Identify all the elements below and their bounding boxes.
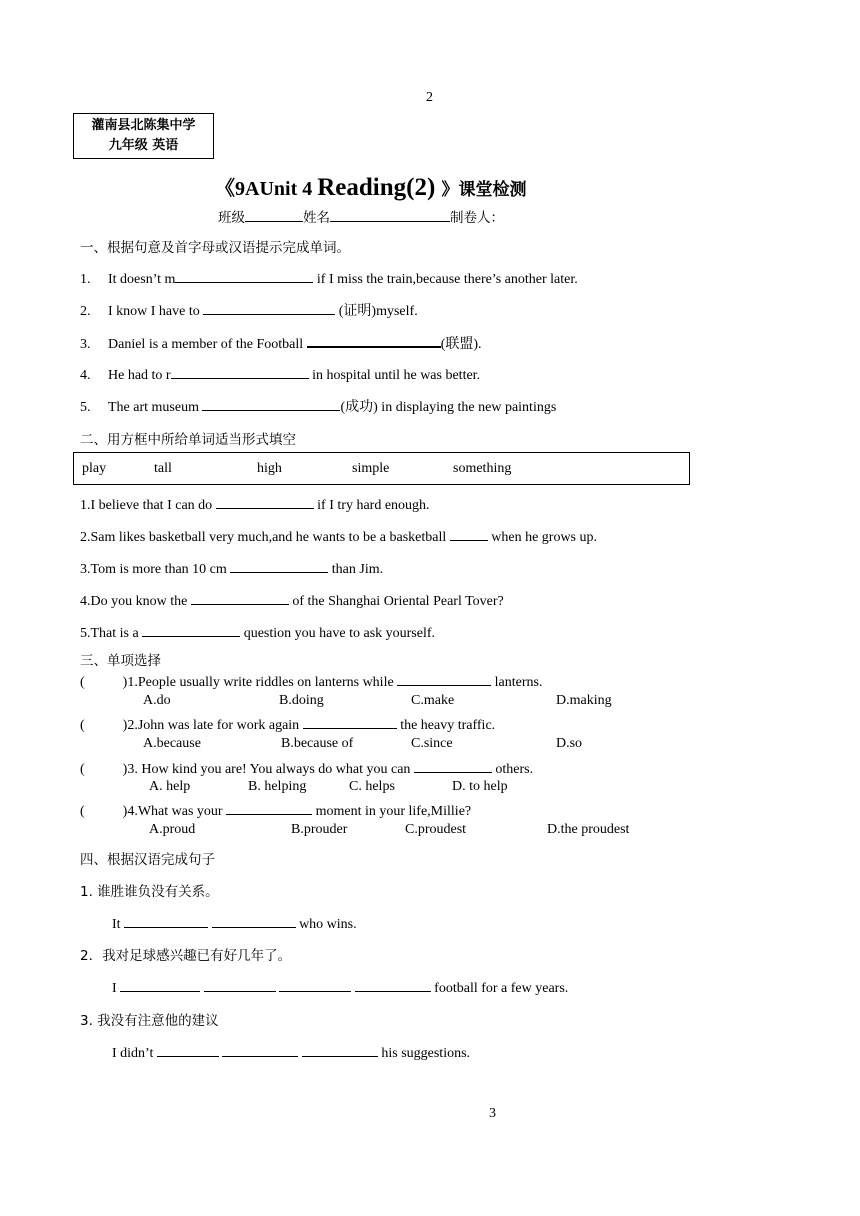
name-blank[interactable] bbox=[330, 207, 450, 222]
word-play: play bbox=[82, 461, 107, 476]
word-simple: simple bbox=[352, 461, 390, 476]
s3-q1-stem: ( )1.People usually write riddles on lanterns while lanterns. bbox=[80, 671, 543, 691]
page-number-bottom: 3 bbox=[489, 1106, 496, 1121]
s2-item-2: 2.Sam likes basketball very much,and he wants to be a basketball when he grows up. bbox=[80, 526, 597, 546]
s4-blank-2d[interactable] bbox=[355, 977, 431, 992]
word-box bbox=[73, 452, 690, 485]
s3-q3-option-b[interactable]: B. helping bbox=[248, 779, 307, 794]
title-reading: Reading(2) bbox=[317, 174, 442, 201]
s1-item-2: 2. I know I have to (证明)myself. bbox=[80, 300, 418, 320]
section3-heading: 三、单项选择 bbox=[80, 653, 161, 669]
s4-blank-2b[interactable] bbox=[204, 977, 276, 992]
s4-blank-3a[interactable] bbox=[157, 1042, 219, 1057]
s3-q1-option-d[interactable]: D.making bbox=[556, 693, 612, 708]
s2-item-4: 4.Do you know the of the Shanghai Oriental Pearl Tover? bbox=[80, 590, 504, 610]
s4-item-2-cn: 2．我对足球感兴趣已有好几年了。 bbox=[80, 948, 292, 964]
title-unit: 9AUnit 4 bbox=[235, 178, 318, 200]
maker-label: 制卷人： bbox=[450, 210, 504, 226]
s3-q1-option-a[interactable]: A.do bbox=[143, 693, 171, 708]
s3-q4-option-c[interactable]: C.proudest bbox=[405, 822, 467, 837]
s4-item-2-en: I football for a few years. bbox=[112, 977, 568, 997]
s3-q4-option-a[interactable]: A.proud bbox=[149, 822, 196, 837]
s1-blank-4[interactable] bbox=[171, 364, 309, 379]
s3-q1-option-b[interactable]: B.doing bbox=[279, 693, 324, 708]
s3-q3-stem: ( )3. How kind you are! You always do what you can others. bbox=[80, 758, 533, 778]
s3-q3-option-c[interactable]: C. helps bbox=[349, 779, 395, 794]
s1-item-5: 5. The art museum (成功) in displaying the new paintings bbox=[80, 396, 556, 416]
word-something: something bbox=[453, 461, 512, 476]
s3-blank-2[interactable] bbox=[303, 714, 397, 729]
s3-q3-option-a[interactable]: A. help bbox=[149, 779, 191, 794]
s3-blank-3[interactable] bbox=[414, 758, 492, 773]
s3-blank-4[interactable] bbox=[226, 800, 312, 815]
s1-blank-1[interactable] bbox=[175, 268, 313, 283]
title-open: 《 bbox=[215, 178, 235, 200]
school-box bbox=[73, 113, 214, 159]
s3-q2-option-d[interactable]: D.so bbox=[556, 736, 583, 751]
s3-q4-option-d[interactable]: D.the proudest bbox=[547, 822, 630, 837]
s4-blank-1a[interactable] bbox=[124, 913, 208, 928]
s4-item-1-en: It who wins. bbox=[112, 913, 357, 933]
grade-subject: 九年级 英语 bbox=[108, 138, 179, 153]
page-number-top: 2 bbox=[426, 90, 433, 105]
s1-item-4: 4. He had to r in hospital until he was better. bbox=[80, 364, 480, 384]
s4-blank-2c[interactable] bbox=[279, 977, 351, 992]
s3-q4-option-b[interactable]: B.prouder bbox=[291, 822, 348, 837]
s3-q4-stem: ( )4.What was your moment in your life,Millie? bbox=[80, 800, 471, 820]
s2-item-1: 1.I believe that I can do if I try hard enough. bbox=[80, 494, 430, 514]
name-label: 姓名 bbox=[303, 210, 330, 226]
title-close: 》课堂检测 bbox=[441, 180, 527, 200]
s2-blank-1[interactable] bbox=[216, 494, 314, 509]
s2-blank-2[interactable] bbox=[450, 526, 488, 541]
class-label: 班级 bbox=[218, 210, 245, 226]
s1-blank-2[interactable] bbox=[203, 300, 335, 315]
s1-item-1: 1. It doesn’t m if I miss the train,because there’s another later. bbox=[80, 268, 578, 288]
s4-blank-3b[interactable] bbox=[222, 1042, 298, 1057]
student-info-line bbox=[218, 206, 504, 226]
s2-item-5: 5.That is a question you have to ask yourself. bbox=[80, 622, 435, 642]
s4-item-3-cn: 3. 我没有注意他的建议 bbox=[80, 1013, 219, 1029]
s3-q2-option-a[interactable]: A.because bbox=[143, 736, 201, 751]
word-tall: tall bbox=[154, 461, 172, 476]
s4-item-1-cn: 1. 谁胜谁负没有关系。 bbox=[80, 884, 219, 900]
s3-q1-option-c[interactable]: C.make bbox=[411, 693, 455, 708]
s1-item-3: 3. Daniel is a member of the Football (联盟). bbox=[80, 332, 482, 353]
s4-blank-1b[interactable] bbox=[212, 913, 296, 928]
s3-blank-1[interactable] bbox=[397, 671, 491, 686]
s4-item-3-en: I didn’t his suggestions. bbox=[112, 1042, 470, 1062]
section1-heading: 一、根据句意及首字母或汉语提示完成单词。 bbox=[80, 240, 350, 256]
class-blank[interactable] bbox=[245, 207, 303, 222]
s2-blank-3[interactable] bbox=[230, 558, 328, 573]
s3-q2-stem: ( )2.John was late for work again the heavy traffic. bbox=[80, 714, 495, 734]
s1-blank-3[interactable] bbox=[307, 332, 441, 348]
word-high: high bbox=[257, 461, 282, 476]
page-title bbox=[215, 172, 527, 202]
s2-blank-5[interactable] bbox=[142, 622, 240, 637]
s2-item-3: 3.Tom is more than 10 cm than Jim. bbox=[80, 558, 383, 578]
s3-q3-option-d[interactable]: D. to help bbox=[452, 779, 508, 794]
s3-q2-option-c[interactable]: C.since bbox=[411, 736, 453, 751]
s3-q2-option-b[interactable]: B.because of bbox=[281, 736, 354, 751]
s4-blank-2a[interactable] bbox=[120, 977, 200, 992]
s2-blank-4[interactable] bbox=[191, 590, 289, 605]
s4-blank-3c[interactable] bbox=[302, 1042, 378, 1057]
section4-heading: 四、根据汉语完成句子 bbox=[80, 852, 215, 868]
section2-heading: 二、用方框中所给单词适当形式填空 bbox=[80, 432, 296, 448]
s1-blank-5[interactable] bbox=[202, 396, 340, 411]
school-name: 灌南县北陈集中学 bbox=[91, 118, 196, 133]
